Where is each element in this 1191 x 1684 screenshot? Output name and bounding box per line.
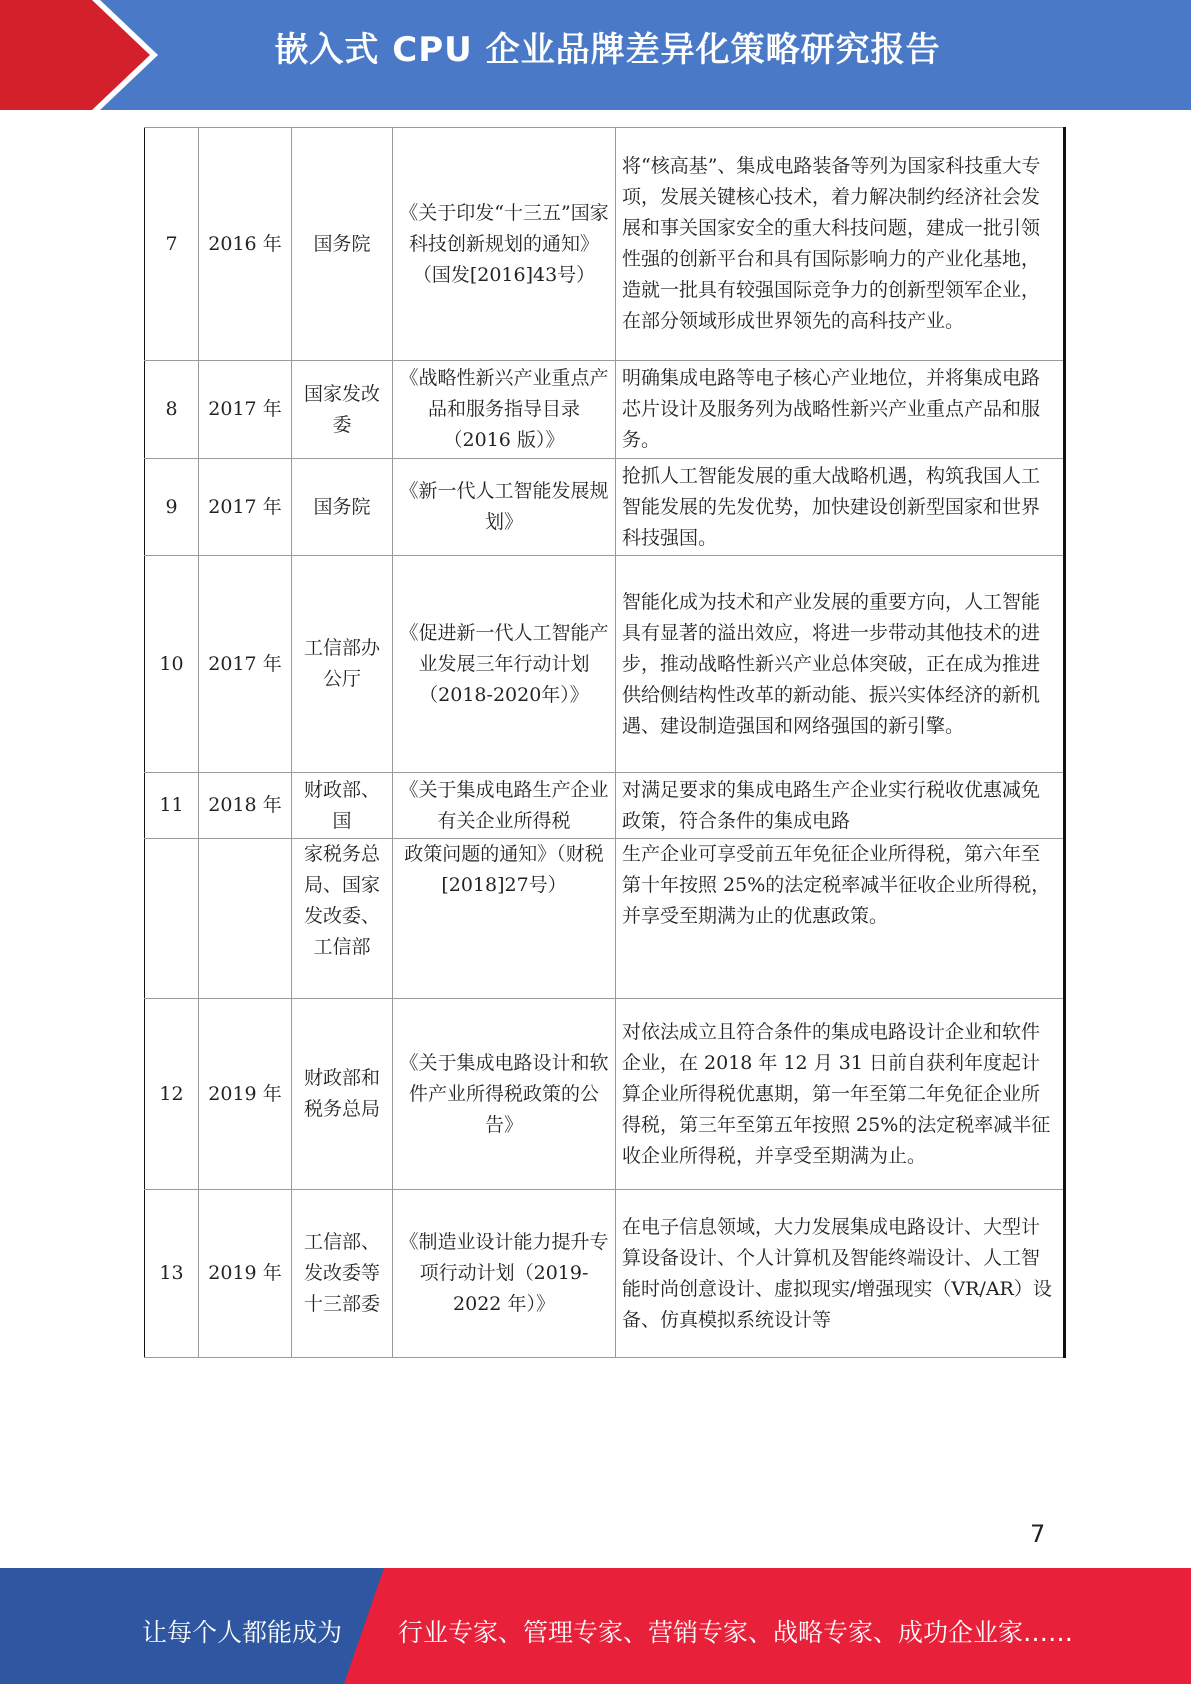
row-year: 2017 年 bbox=[199, 556, 292, 773]
row-year: 2018 年 bbox=[199, 773, 292, 839]
row-content: 生产企业可享受前五年免征企业所得税，第六年至第十年按照 25%的法定税率减半征收企业所得税，并享受至期满为止的优惠政策。 bbox=[616, 839, 1065, 999]
row-department: 财政部和税务总局 bbox=[292, 999, 393, 1190]
footer-slogan-right: 行业专家、管理专家、营销专家、战略专家、成功企业家…… bbox=[398, 1618, 1074, 1647]
page-header bbox=[0, 0, 1191, 110]
row-year: 2017 年 bbox=[199, 361, 292, 459]
table-row bbox=[145, 839, 1065, 999]
table-row bbox=[145, 773, 1065, 839]
row-content: 明确集成电路等电子核心产业地位，并将集成电路芯片设计及服务列为战略性新兴产业重点产品和服务。 bbox=[616, 361, 1065, 459]
row-year bbox=[199, 839, 292, 999]
table-row bbox=[145, 556, 1065, 773]
row-document: 《战略性新兴产业重点产品和服务指导目录（2016 版）》 bbox=[393, 361, 616, 459]
row-department: 财政部、国 bbox=[292, 773, 393, 839]
row-department: 国务院 bbox=[292, 128, 393, 361]
policy-table bbox=[144, 127, 1066, 1358]
row-number: 11 bbox=[145, 773, 199, 839]
row-year: 2016 年 bbox=[199, 128, 292, 361]
table-row bbox=[145, 361, 1065, 459]
row-department: 工信部办公厅 bbox=[292, 556, 393, 773]
row-number: 12 bbox=[145, 999, 199, 1190]
table-row bbox=[145, 459, 1065, 556]
table-row bbox=[145, 1190, 1065, 1358]
row-content: 对满足要求的集成电路生产企业实行税收优惠减免政策，符合条件的集成电路 bbox=[616, 773, 1065, 839]
row-year: 2017 年 bbox=[199, 459, 292, 556]
row-document: 《关于集成电路设计和软件产业所得税政策的公告》 bbox=[393, 999, 616, 1190]
row-department: 国家发改委 bbox=[292, 361, 393, 459]
table-row bbox=[145, 128, 1065, 361]
row-number: 9 bbox=[145, 459, 199, 556]
row-department: 国务院 bbox=[292, 459, 393, 556]
row-year: 2019 年 bbox=[199, 1190, 292, 1358]
row-number: 10 bbox=[145, 556, 199, 773]
report-title: 嵌入式 CPU 企业品牌差异化策略研究报告 bbox=[274, 30, 941, 70]
row-document: 《新一代人工智能发展规划》 bbox=[393, 459, 616, 556]
row-document: 《关于集成电路生产企业有关企业所得税 bbox=[393, 773, 616, 839]
row-content: 智能化成为技术和产业发展的重要方向，人工智能具有显著的溢出效应，将进一步带动其他技术的进步，推动战略性新兴产业总体突破，正在成为推进供给侧结构性改革的新动能、振兴实体经济的新机遇、建设制造强国和网络强国的新引擎。 bbox=[616, 556, 1065, 773]
row-document: 政策问题的通知》（财税[2018]27号） bbox=[393, 839, 616, 999]
row-content: 将“核高基”、集成电路装备等列为国家科技重大专项，发展关键核心技术，着力解决制约经济社会发展和事关国家安全的重大科技问题，建成一批引领性强的创新平台和具有国际影响力的产业化基地，造就一批具有较强国际竞争力的创新型领军企业，在部分领域形成世界领先的高科技产业。 bbox=[616, 128, 1065, 361]
row-department: 工信部、发改委等十三部委 bbox=[292, 1190, 393, 1358]
row-number bbox=[145, 839, 199, 999]
table-row bbox=[145, 999, 1065, 1190]
row-content: 对依法成立且符合条件的集成电路设计企业和软件企业，在 2018 年 12 月 31 日前自获利年度起计算企业所得税优惠期，第一年至第二年免征企业所得税，第三年至第五年按照 25%的法定税率减半征收企业所得税，并享受至期满为止。 bbox=[616, 999, 1065, 1190]
row-content: 抢抓人工智能发展的重大战略机遇，构筑我国人工智能发展的先发优势，加快建设创新型国家和世界科技强国。 bbox=[616, 459, 1065, 556]
row-document: 《制造业设计能力提升专项行动计划（2019-2022 年）》 bbox=[393, 1190, 616, 1358]
row-year: 2019 年 bbox=[199, 999, 292, 1190]
row-document: 《关于印发“十三五”国家科技创新规划的通知》（国发[2016]43号） bbox=[393, 128, 616, 361]
page-number: 7 bbox=[1030, 1520, 1046, 1548]
row-number: 8 bbox=[145, 361, 199, 459]
row-content: 在电子信息领域，大力发展集成电路设计、大型计算设备设计、个人计算机及智能终端设计、人工智能时尚创意设计、虚拟现实/增强现实（VR/AR）设备、仿真模拟系统设计等 bbox=[616, 1190, 1065, 1358]
row-number: 7 bbox=[145, 128, 199, 361]
footer-slogan-left: 让每个人都能成为 bbox=[142, 1618, 343, 1647]
page-footer bbox=[0, 1568, 1191, 1684]
row-department: 家税务总局、国家发改委、工信部 bbox=[292, 839, 393, 999]
row-document: 《促进新一代人工智能产业发展三年行动计划（2018-2020年）》 bbox=[393, 556, 616, 773]
row-number: 13 bbox=[145, 1190, 199, 1358]
